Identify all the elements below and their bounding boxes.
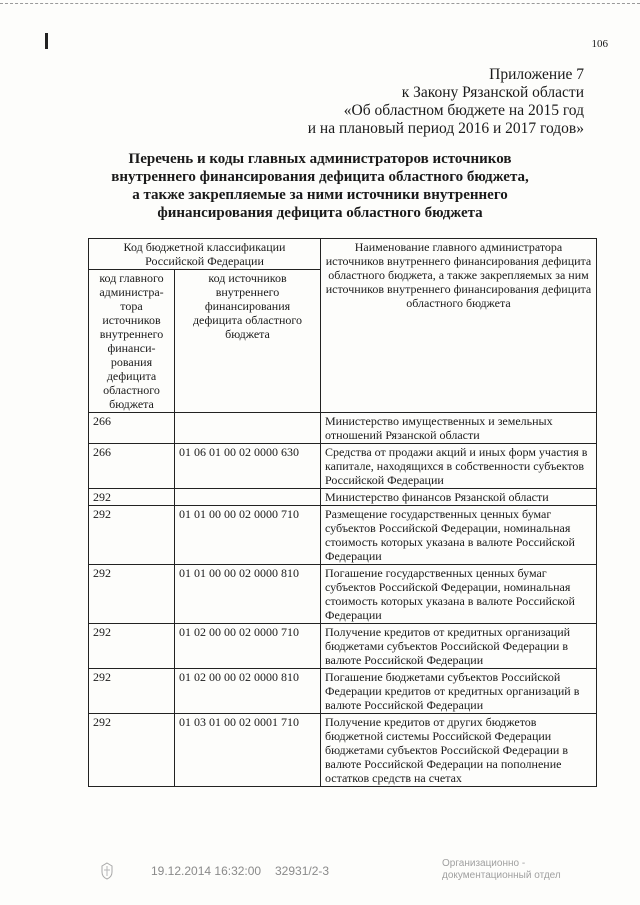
title-line: а также закрепляемые за ними источники внутреннего [132,187,508,203]
appendix-line: Приложение 7 [489,66,584,83]
name-cell: Средства от продажи акций и иных форм участия в капитале, находящихся в собственности субъектов Российской Федерации [321,444,597,489]
source-code-cell: 01 02 00 00 02 0000 710 [175,624,321,669]
header-source-code: код источников внутреннего финансирования дефицита областного бюджета [175,270,321,413]
appendix-header [308,66,584,138]
footer-date: 19.12.2014 16:32:00 [151,864,262,878]
scan-top-border [0,3,640,4]
appendix-line: «Об областном бюджете на 2015 год [343,102,584,119]
source-code-cell: 01 01 00 00 02 0000 710 [175,506,321,565]
title-line: Перечень и коды главных администраторов источников [128,151,512,167]
title-line: финансирования дефицита областного бюджета [157,205,483,221]
table-row [89,413,597,444]
source-code-cell: 01 03 01 00 02 0001 710 [175,714,321,787]
footer-dept-line: документационный отдел [442,870,561,881]
appendix-line: и на плановый период 2016 и 2017 годов» [307,120,584,137]
source-code-cell: 01 02 00 00 02 0000 810 [175,669,321,714]
table-row [89,444,597,489]
document-title [100,150,540,222]
name-cell: Погашение бюджетами субъектов Российской Федерации кредитов от кредитных организаций в валюте Российской Федерации [321,669,597,714]
name-cell: Получение кредитов от кредитных организаций бюджетами субъектов Российской Федерации в валюте Российской Федерации [321,624,597,669]
footer-doc-number: 32931/2-3 [275,864,330,878]
page-number: 106 [591,38,608,50]
name-cell: Министерство финансов Рязанской области [321,489,597,506]
name-cell: Размещение государственных ценных бумаг субъектов Российской Федерации, номинальная стоимость которых указана в валюте Российской Федерации [321,506,597,565]
title-line: внутреннего финансирования дефицита областного бюджета, [111,169,529,185]
table-row [89,489,597,506]
source-code-cell [175,413,321,444]
admin-code-cell: 292 [89,624,175,669]
source-code-cell: 01 01 00 00 02 0000 810 [175,565,321,624]
admin-code-cell: 292 [89,506,175,565]
header-budget-classification: Код бюджетной классификации Российской Федерации [89,239,321,270]
table-row [89,714,597,787]
admin-code-cell: 292 [89,489,175,506]
footer-dept-line: Организационно - [442,858,526,869]
header-admin-code: код главного администра-тора источников внутреннего финанси-рования дефицита областного бюджета [89,270,175,413]
binder-mark [45,33,48,49]
name-cell: Погашение государственных ценных бумаг субъектов Российской Федерации, номинальная стоимость которых указана в валюте Российской Федерации [321,565,597,624]
table-header-row [89,239,597,270]
header-name: Наименование главного администратора источников внутреннего финансирования дефицита областного бюджета, а также закрепляемых за ним источников внутреннего финансирования дефицита областного бюджета [321,239,597,413]
coat-of-arms-icon [100,862,114,880]
admin-code-cell: 266 [89,444,175,489]
table-row [89,669,597,714]
table-row [89,624,597,669]
footer-department [442,858,561,882]
table-row [89,565,597,624]
admin-code-cell: 292 [89,669,175,714]
name-cell: Получение кредитов от других бюджетов бюджетной системы Российской Федерации бюджетами субъектов Российской Федерации в валюте Российской Федерации на пополнение остатков средств на счетах [321,714,597,787]
table-row [89,506,597,565]
sources-table [88,238,597,787]
name-cell: Министерство имущественных и земельных отношений Рязанской области [321,413,597,444]
source-code-cell: 01 06 01 00 02 0000 630 [175,444,321,489]
appendix-line: к Закону Рязанской области [401,84,584,101]
admin-code-cell: 292 [89,714,175,787]
admin-code-cell: 292 [89,565,175,624]
admin-code-cell: 266 [89,413,175,444]
source-code-cell [175,489,321,506]
